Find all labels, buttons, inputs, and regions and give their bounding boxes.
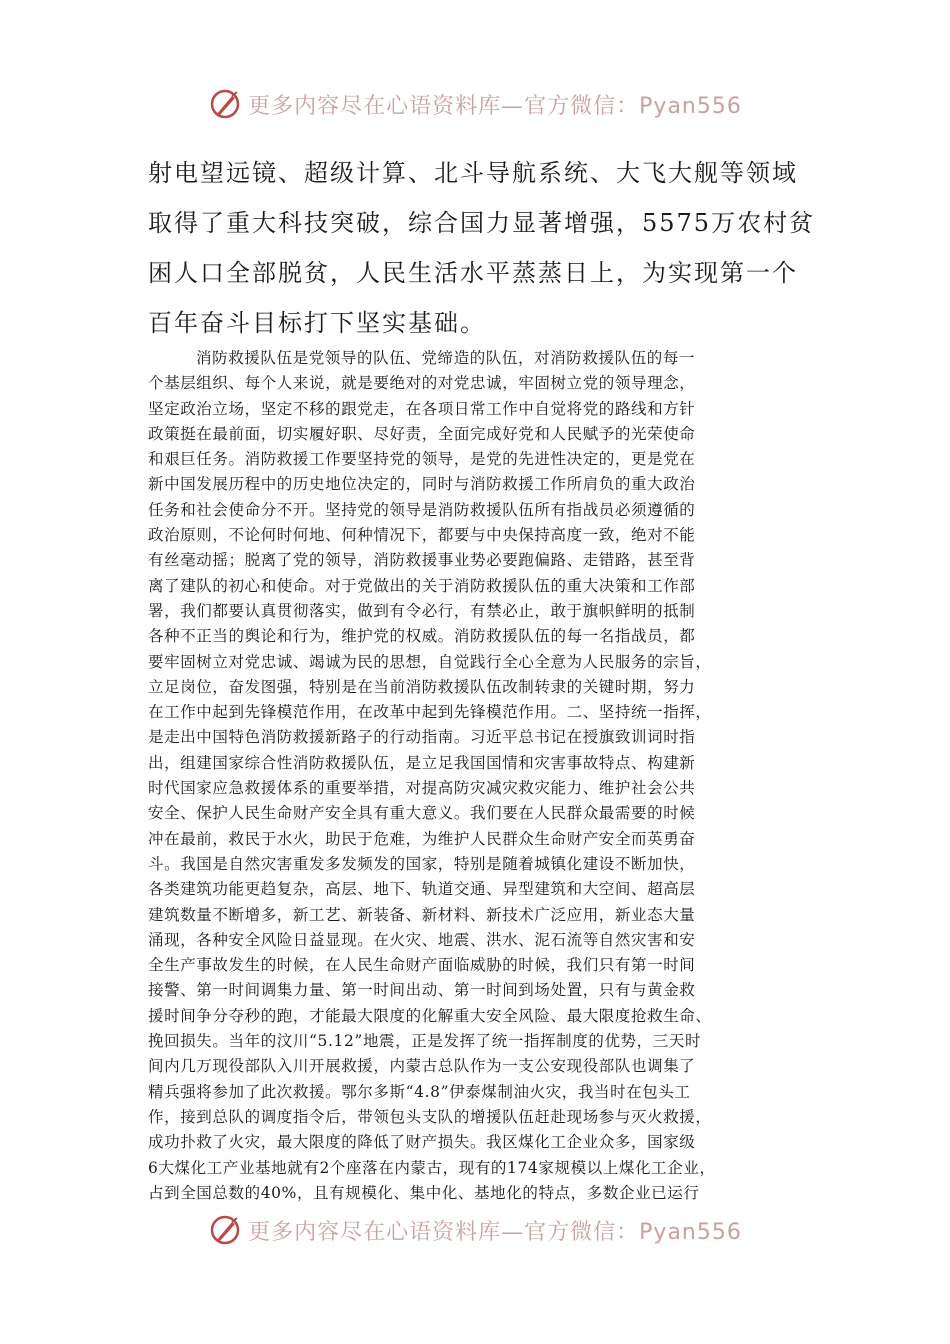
body-line: 在工作中起到先锋模范作用，在改革中起到先锋模范作用。二、坚持统一指挥， [148, 703, 712, 722]
body-line: 各类建筑功能更趋复杂，高层、地下、轨道交通、异型建筑和大空间、超高层 [148, 880, 696, 899]
body-line: 新中国发展历程中的历史地位决定的，同时与消防救援工作所肩负的重大政治 [148, 475, 696, 494]
body-line: 冲在最前，救民于水火，助民于危难，为维护人民群众生命财产安全而英勇奋 [148, 829, 696, 848]
body-line: 各种不正当的舆论和行为，维护党的权威。消防救援队伍的每一名指战员，都 [148, 627, 696, 646]
header-banner-text: 更多内容尽在心语资料库—官方微信：Pyan556 [248, 93, 742, 119]
quill-logo-icon [208, 1213, 242, 1247]
body-line: 政策挺在最前面，切实履好职、尽好责，全面完成好党和人民赋予的光荣使命 [148, 424, 696, 443]
body-line: 离了建队的初心和使命。对于党做出的关于消防救援队伍的重大决策和工作部 [148, 576, 696, 595]
lead-line: 取得了重大科技突破，综合国力显著增强，5575万农村贫 [148, 209, 816, 237]
body-line: 6大煤化工产业基地就有2个座落在内蒙古，现有的174家规模以上煤化工企业， [148, 1158, 716, 1177]
body-line: 有丝毫动摇；脱离了党的领导，消防救援事业势必要跑偏路、走错路，甚至背 [148, 551, 696, 570]
body-line: 援时间争分夺秒的跑，才能最大限度的化解重大安全风险、最大限度抢救生命、 [148, 1006, 712, 1025]
body-line: 坚定政治立场，坚定不移的跟党走，在各项日常工作中自觉将党的路线和方针 [148, 399, 696, 418]
body-line: 政治原则，不论何时何地、何种情况下，都要与中央保持高度一致，绝对不能 [148, 526, 696, 545]
body-line: 占到全国总数的40%，且有规模化、集中化、基地化的特点，多数企业已运行 [148, 1183, 700, 1202]
body-line: 消防救援队伍是党领导的队伍、党缔造的队伍，对消防救援队伍的每一 [196, 349, 696, 367]
body-line: 署，我们都要认真贯彻落实，做到有令必行，有禁必止，敢于旗帜鲜明的抵制 [148, 601, 696, 620]
body-paragraph [148, 346, 818, 1206]
lead-line: 百年奋斗目标打下坚实基础。 [148, 309, 486, 337]
body-line: 全生产事故发生的时候，在人民生命财产面临威胁的时候，我们只有第一时间 [148, 956, 696, 975]
body-line: 涌现，各种安全风险日益显现。在火灾、地震、洪水、泥石流等自然灾害和安 [148, 930, 696, 949]
lead-line: 困人口全部脱贫，人民生活水平蒸蒸日上，为实现第一个 [148, 259, 798, 287]
footer-banner-text: 更多内容尽在心语资料库—官方微信：Pyan556 [248, 1219, 742, 1245]
body-line: 和艰巨任务。消防救援工作要坚持党的领导，是党的先进性决定的，更是党在 [148, 450, 696, 469]
body-line: 个基层组织、每个人来说，就是要绝对的对党忠诚，牢固树立党的领导理念， [148, 374, 696, 393]
header-banner [0, 82, 950, 126]
quill-logo-icon [208, 87, 242, 121]
body-line: 是走出中国特色消防救援新路子的行动指南。习近平总书记在授旗致训词时指 [148, 728, 696, 747]
footer-wechat-id: Pyan556 [639, 1219, 742, 1245]
body-line: 出，组建国家综合性消防救援队伍，是立足我国国情和灾害事故特点、构建新 [148, 753, 696, 772]
body-line: 成功扑救了火灾，最大限度的降低了财产损失。我区煤化工企业众多，国家级 [148, 1133, 696, 1152]
lead-paragraph [148, 148, 828, 348]
body-line: 立足岗位，奋发图强，特别是在当前消防救援队伍改制转隶的关键时期，努力 [148, 677, 696, 696]
body-line: 作，接到总队的调度指令后，带领包头支队的增援队伍赶赴现场参与灭火救援， [148, 1107, 712, 1126]
header-wechat-id: Pyan556 [639, 93, 742, 119]
body-line: 建筑数量不断增多，新工艺、新装备、新材料、新技术广泛应用，新业态大量 [148, 905, 696, 924]
body-line: 任务和社会使命分不开。坚持党的领导是消防救援队伍所有指战员必须遵循的 [148, 500, 696, 519]
body-line: 时代国家应急救援体系的重要举措，对提高防灾减灾救灾能力、维护社会公共 [148, 779, 696, 798]
lead-line: 射电望远镜、超级计算、北斗导航系统、大飞大舰等领域 [148, 159, 798, 187]
body-line: 间内几万现役部队入川开展救援，内蒙古总队作为一支公安现役部队也调集了 [148, 1057, 696, 1076]
footer-banner [0, 1208, 950, 1252]
body-line: 挽回损失。当年的汶川“5.12”地震，正是发挥了统一指挥制度的优势，三天时 [148, 1032, 702, 1051]
body-line: 要牢固树立对党忠诚、竭诚为民的思想，自觉践行全心全意为人民服务的宗旨， [148, 652, 712, 671]
body-line: 精兵强将参加了此次救援。鄂尔多斯“4.8”伊泰煤制油火灾，我当时在包头工 [148, 1082, 691, 1101]
body-line: 安全、保护人民生命财产安全具有重大意义。我们要在人民群众最需要的时候 [148, 804, 696, 823]
body-line: 斗。我国是自然灾害重发多发频发的国家，特别是随着城镇化建设不断加快， [148, 854, 696, 873]
body-line: 接警、第一时间调集力量、第一时间出动、第一时间到场处置，只有与黄金救 [148, 981, 696, 1000]
